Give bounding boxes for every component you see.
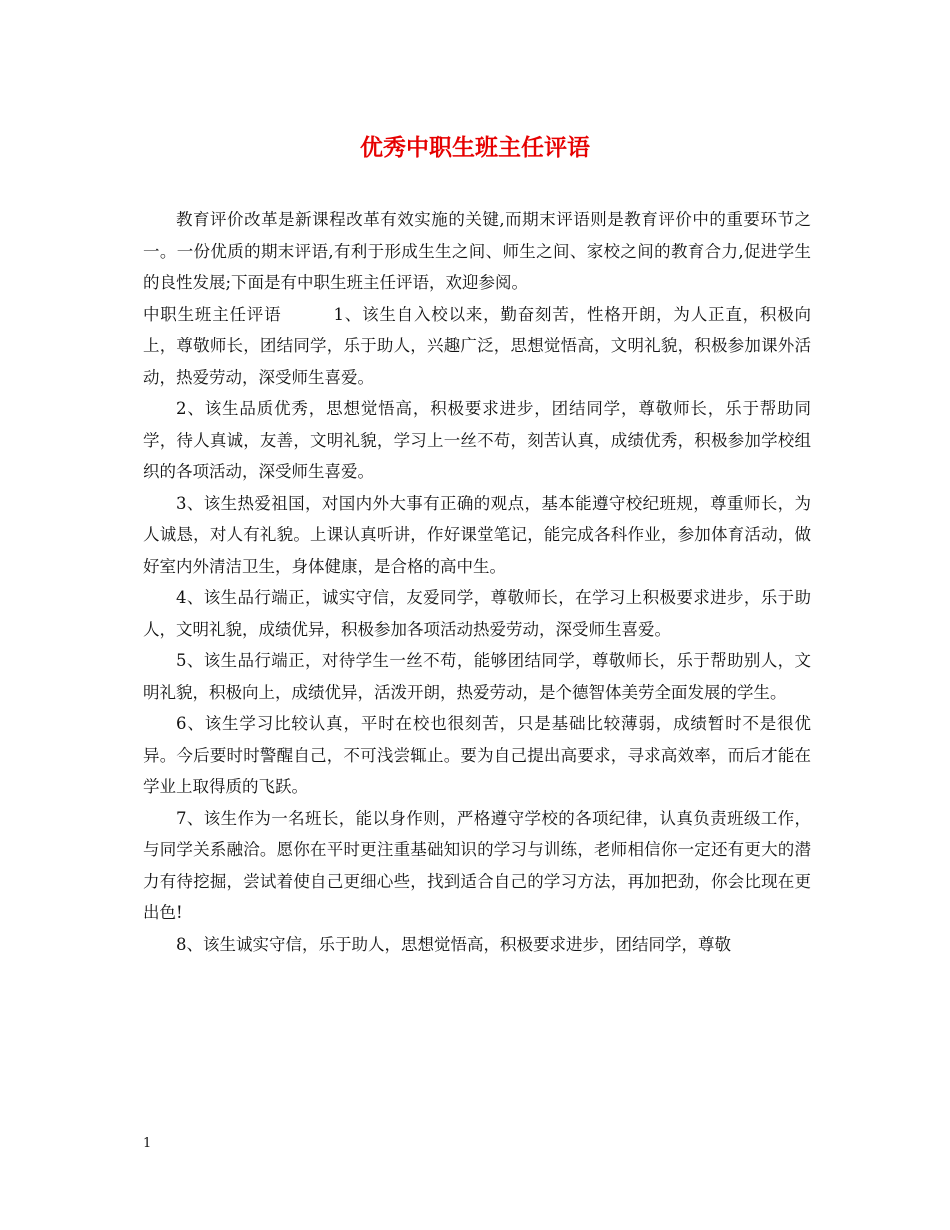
comment-paragraph-1 <box>143 299 811 394</box>
document-body <box>143 204 811 960</box>
page-number: 1 <box>143 1136 152 1151</box>
section-label: 中职生班主任评语 <box>143 304 282 324</box>
comment-paragraph-4: 4、该生品行端正，诚实守信，友爱同学，尊敬师长，在学习上积极要求进步，乐于助人，文明礼貌，成绩优异，积极参加各项活动热爱劳动，深受师生喜爱。 <box>143 588 811 639</box>
comment-paragraph-2: 2、该生品质优秀，思想觉悟高，积极要求进步，团结同学，尊敬师长，乐于帮助同学，待人真诚，友善，文明礼貌，学习上一丝不苟，刻苦认真，成绩优秀，积极参加学校组织的各项活动，深受师生喜爱。 <box>143 399 811 481</box>
comment-paragraph-5: 5、该生品行端正，对待学生一丝不苟，能够团结同学，尊敬师长，乐于帮助别人，文明礼貌，积极向上，成绩优异，活泼开朗，热爱劳动，是个德智体美劳全面发展的学生。 <box>143 651 811 702</box>
intro-paragraph: 教育评价改革是新课程改革有效实施的关键,而期末评语则是教育评价中的重要环节之一。一份优质的期末评语,有利于形成生生之间、师生之间、家校之间的教育合力,促进学生的良性发展;下面是有中职生班主任评语，欢迎参阅。 <box>143 210 811 292</box>
comment-text: 1、该生自入校以来，勤奋刻苦，性格开朗，为人正直，积极向上，尊敬师长，团结同学，乐于助人，兴趣广泛，思想觉悟高，文明礼貌，积极参加课外活动，热爱劳动，深受师生喜爱。 <box>143 304 812 387</box>
document-title: 优秀中职生班主任评语 <box>360 134 590 161</box>
comment-paragraph-6: 6、该生学习比较认真，平时在校也很刻苦，只是基础比较薄弱，成绩暂时不是很优异。今后要时时警醒自己，不可浅尝辄止。要为自己提出高要求，寻求高效率，而后才能在学业上取得质的飞跃。 <box>143 714 811 796</box>
comment-paragraph-7: 7、该生作为一名班长，能以身作则，严格遵守学校的各项纪律，认真负责班级工作，与同学关系融洽。愿你在平时更注重基础知识的学习与训练，老师相信你一定还有更大的潜力有待挖掘，尝试着使自己更细心些，找到适合自己的学习方法，再加把劲，你会比现在更出色! <box>143 808 811 922</box>
comment-paragraph-8: 8、该生诚实守信，乐于助人，思想觉悟高，积极要求进步，团结同学，尊敬 <box>176 934 731 954</box>
comment-paragraph-3: 3、该生热爱祖国，对国内外大事有正确的观点，基本能遵守校纪班规，尊重师长，为人诚恳，对人有礼貌。上课认真听讲，作好课堂笔记，能完成各科作业，参加体育活动，做好室内外清洁卫生，身体健康，是合格的高中生。 <box>143 493 811 576</box>
